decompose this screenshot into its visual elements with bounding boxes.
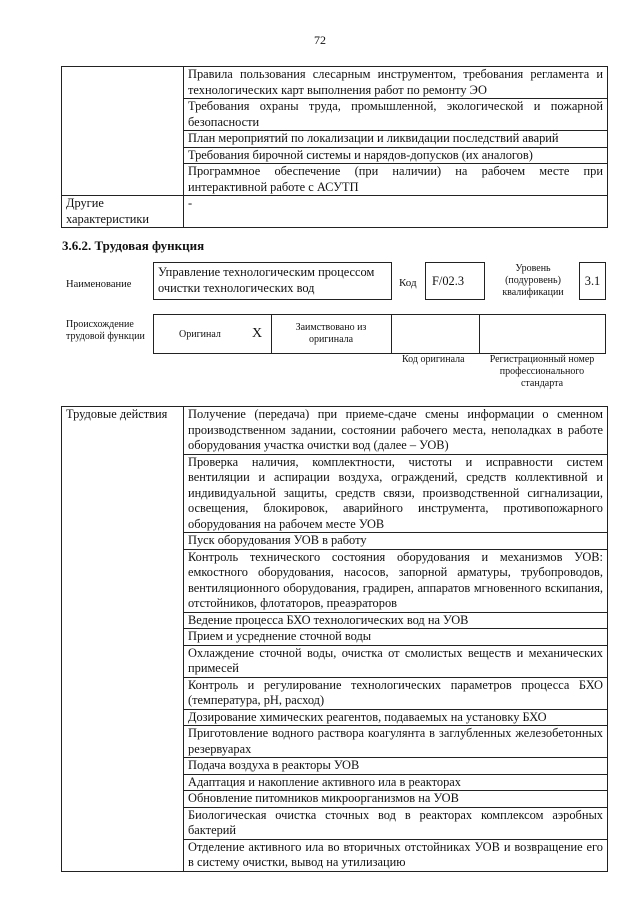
origin-label: Происхождение трудовой функции [66, 319, 145, 342]
other-characteristics-value: - [184, 196, 608, 228]
action-item: Ведение процесса БХО технологических вод на УОВ [184, 612, 608, 629]
action-item: Дозирование химических реагентов, подаваемых на установку БХО [184, 709, 608, 726]
borrowed-label: Заимствовано из оригинала [295, 322, 367, 345]
requirement-item: Требования бирочной системы и нарядов-допусков (их аналогов) [184, 147, 608, 164]
level-value: 3.1 [584, 274, 601, 288]
action-item: Приготовление водного раствора коагулянта в заглубленных железобетонных резервуарах [184, 726, 608, 758]
action-item: Отделение активного ила во вторичных отстойниках УОВ и возвращение его в систему очистки, вывод на утилизацию [184, 839, 608, 871]
level-label: Уровень (подуровень) квалификации [502, 263, 564, 298]
requirement-item: Требования охраны труда, промышленной, экологической и пожарной безопасности [184, 99, 608, 131]
requirement-item: Программное обеспечение (при наличии) на рабочем месте при интерактивной работе с АСУТП [184, 164, 608, 196]
action-item: Контроль технического состояния оборудования и механизмов УОВ: емкостного оборудования, насосов, запорной арматуры, трубопроводов, вентиляционного оборудования, градирен, аппаратов мгновенного вскипания, отстойников, флотаторов, преаэраторов [184, 549, 608, 612]
action-item: Пуск оборудования УОВ в работу [184, 533, 608, 550]
labor-actions-table [61, 406, 608, 872]
action-item: Подача воздуха в реакторы УОВ [184, 758, 608, 775]
other-characteristics-label: Другие характеристики [62, 196, 184, 228]
requirement-item: План мероприятий по локализации и ликвидации последствий аварий [184, 131, 608, 148]
action-item: Контроль и регулирование технологических параметров процесса БХО (температура, рН, расход) [184, 677, 608, 709]
code-value: F/02.3 [432, 274, 465, 288]
action-item: Обновление питомников микроорганизмов на УОВ [184, 791, 608, 808]
labor-actions-label: Трудовые действия [62, 407, 184, 872]
original-label: Оригинал [179, 329, 221, 340]
reg-number-label: Регистрационный номер профессионального стандарта [489, 354, 595, 389]
function-name-box [153, 262, 392, 300]
page-number: 72 [314, 33, 326, 47]
action-item: Адаптация и накопление активного ила в реакторах [184, 774, 608, 791]
name-label: Наименование [66, 279, 132, 290]
code-box [425, 262, 485, 300]
origin-box [153, 314, 606, 354]
original-mark: X [252, 326, 263, 341]
code-original-label: Код оригинала [402, 354, 465, 365]
empty-label-cell [62, 67, 184, 196]
action-item: Проверка наличия, комплектности, чистоты и исправности систем вентиляции и аспирации воздуха, ограждений, средств коллективной и индивидуальной защиты, средств связи, производственной сигнализации, освещения, блокировок, аварийного инструмента, противопожарного оборудования на рабочем месте УОВ [184, 454, 608, 533]
action-item: Биологическая очистка сточных вод в реакторах комплексом аэробных бактерий [184, 807, 608, 839]
table-row [62, 67, 608, 99]
function-name: Управление технологическим процессом очистки технологических вод [158, 265, 375, 295]
code-label: Код [399, 277, 417, 289]
action-item: Охлаждение сточной воды, очистка от смолистых веществ и механических примесей [184, 645, 608, 677]
table-row [62, 196, 608, 228]
section-title: 3.6.2. Трудовая функция [62, 238, 205, 253]
level-box [579, 262, 606, 300]
table-row [62, 407, 608, 455]
action-item: Получение (передача) при приеме-сдаче смены информации о сменном производственном задании, состоянии рабочего места, неполадках в работе оборудования участка очистки вод (далее – УОВ) [184, 407, 608, 455]
action-item: Прием и усреднение сточной воды [184, 629, 608, 646]
requirements-table [61, 66, 608, 228]
requirement-item: Правила пользования слесарным инструментом, требования регламента и технологических карт выполнения работ по ремонту ЭО [184, 67, 608, 99]
